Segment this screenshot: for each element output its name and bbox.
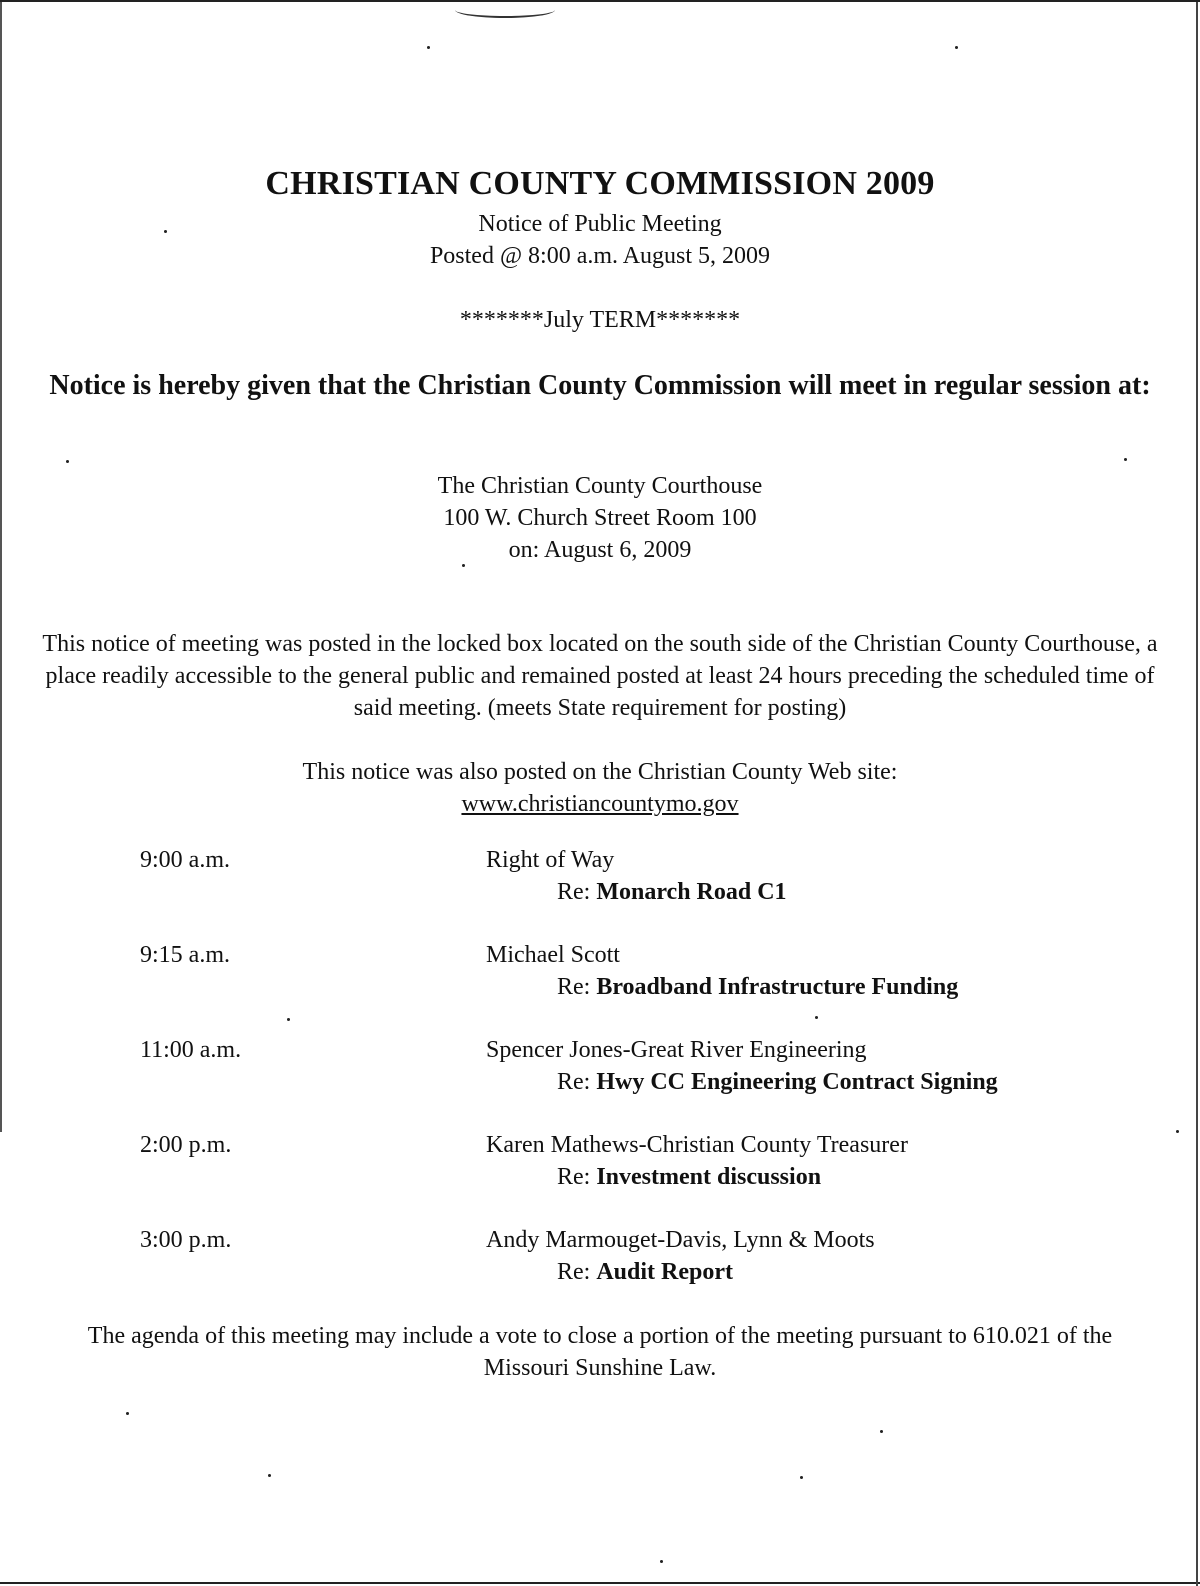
meeting-date: on: August 6, 2009 [508, 537, 692, 563]
agenda-list [0, 844, 1200, 1319]
scan-speck [800, 1476, 803, 1479]
posted-time: Posted @ 8:00 a.m. August 5, 2009 [429, 243, 771, 269]
location-address: 100 W. Church Street Room 100 [443, 505, 757, 531]
agenda-time: 9:00 a.m. [140, 847, 230, 873]
agenda-presenter: Karen Mathews-Christian County Treasurer [486, 1132, 908, 1158]
website-link[interactable]: www.christiancountymo.gov [461, 791, 739, 817]
scan-speck [126, 1412, 129, 1415]
agenda-item [0, 844, 1200, 939]
agenda-subject: Re: Audit Report [557, 1259, 733, 1285]
agenda-item [0, 1224, 1200, 1319]
agenda-time: 9:15 a.m. [140, 942, 230, 968]
scan-speck [660, 1560, 663, 1563]
agenda-subject: Re: Hwy CC Engineering Contract Signing [557, 1069, 998, 1095]
scan-speck [268, 1474, 271, 1477]
agenda-time: 2:00 p.m. [140, 1132, 232, 1158]
meeting-location [0, 470, 1200, 566]
agenda-item [0, 1034, 1200, 1129]
closing-statement: The agenda of this meeting may include a vote to close a portion of the meeting pursuant to 610.021 of the Missouri Sunshine Law. [87, 1323, 1113, 1381]
document-title: CHRISTIAN COUNTY COMMISSION 2009 [265, 165, 935, 202]
agenda-presenter: Michael Scott [486, 942, 620, 968]
scan-speck [955, 46, 958, 49]
meeting-announcement: Notice is hereby given that the Christian County Commission will meet in regular session at: [49, 370, 1151, 401]
term-label: *******July TERM******* [459, 307, 741, 333]
agenda-subject: Re: Broadband Infrastructure Funding [557, 974, 959, 1000]
agenda-time: 3:00 p.m. [140, 1227, 232, 1253]
agenda-item [0, 1129, 1200, 1224]
posting-paragraph: This notice of meeting was posted in the locked box located on the south side of the Christian County Courthouse, a place readily accessible to the general public and remained posted at least 24 hours preceding the scheduled time of said meeting. (meets State requirement for posting) [42, 631, 1158, 721]
agenda-subject: Re: Monarch Road C1 [557, 879, 787, 905]
agenda-subject: Re: Investment discussion [557, 1164, 822, 1190]
agenda-item [0, 939, 1200, 1034]
web-notice-text: This notice was also posted on the Christian County Web site: [302, 759, 898, 785]
scan-speck [1124, 458, 1127, 461]
staple-mark [455, 2, 555, 18]
scan-speck [880, 1430, 883, 1433]
agenda-presenter: Andy Marmouget-Davis, Lynn & Moots [486, 1227, 875, 1253]
location-building: The Christian County Courthouse [437, 473, 763, 499]
agenda-presenter: Spencer Jones-Great River Engineering [486, 1037, 867, 1063]
scan-speck [427, 46, 430, 49]
agenda-time: 11:00 a.m. [140, 1037, 242, 1063]
scan-speck [66, 460, 69, 463]
web-notice [0, 756, 1200, 820]
agenda-presenter: Right of Way [486, 847, 615, 873]
notice-header [0, 208, 1200, 272]
notice-type: Notice of Public Meeting [478, 211, 722, 237]
